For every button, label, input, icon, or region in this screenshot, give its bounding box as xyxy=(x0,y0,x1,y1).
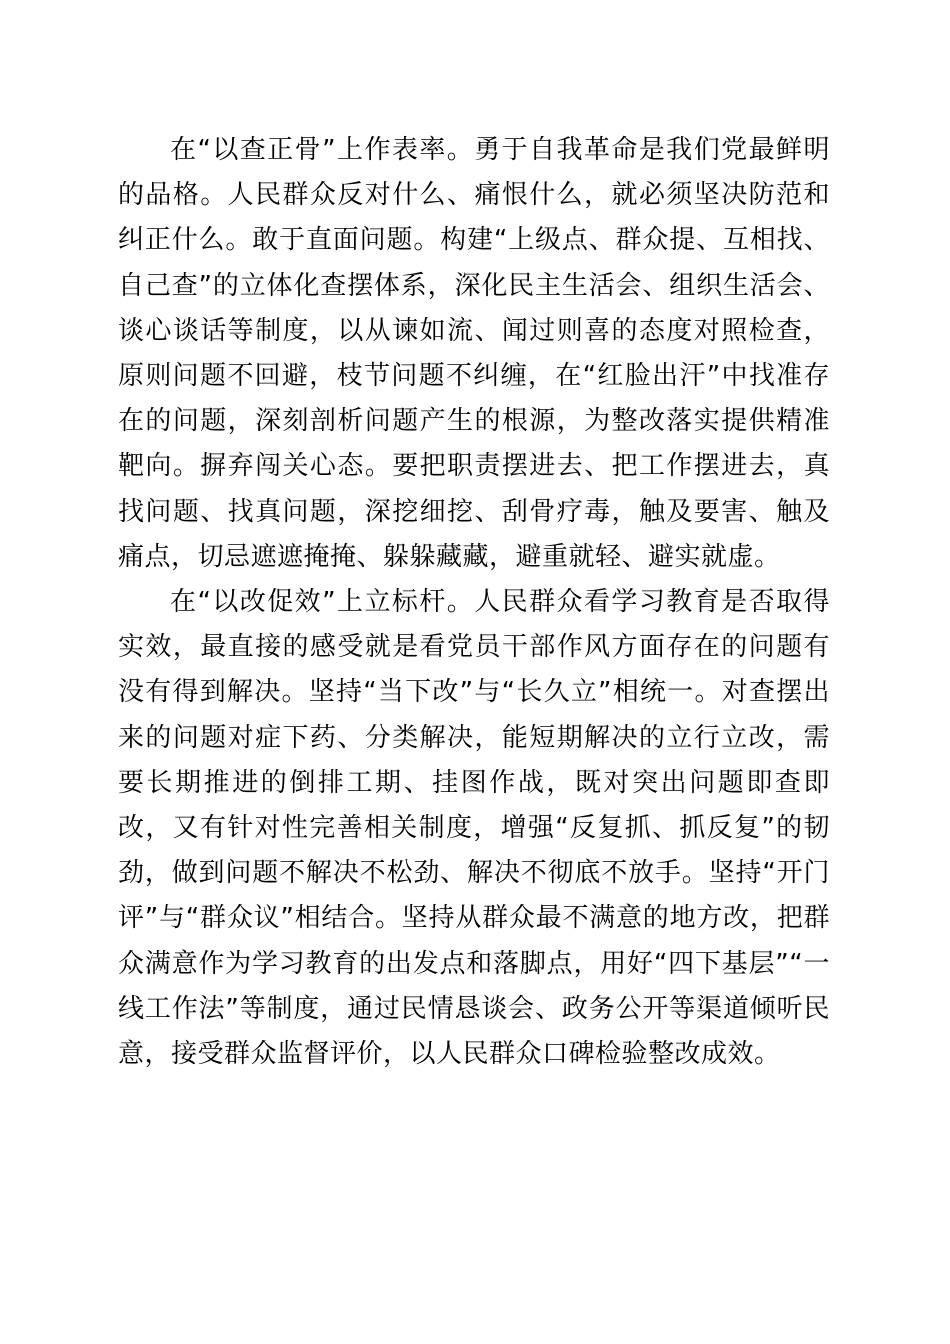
document-body xyxy=(118,128,830,1077)
paragraph-rectify-results: 在“以改促效”上立标杆。人民群众看学习教育是否取得实效，最直接的感受就是看党员干部作风方面存在的问题有没有得到解决。坚持“当下改”与“长久立”相统一。对查摆出来的问题对症下药、分类解决，能短期解决的立行立改，需要长期推进的倒排工期、挂图作战，既对突出问题即查即改，又有针对性完善相关制度，增强“反复抓、抓反复”的韧劲，做到问题不解决不松劲、解决不彻底不放手。坚持“开门评”与“群众议”相结合。坚持从群众最不满意的地方改，把群众满意作为学习教育的出发点和落脚点，用好“四下基层”“一线工作法”等制度，通过民情恳谈会、政务公开等渠道倾听民意，接受群众监督评价，以人民群众口碑检验整改成效。 xyxy=(118,587,830,1070)
paragraph-check-problems: 在“以查正骨”上作表率。勇于自我革命是我们党最鲜明的品格。人民群众反对什么、痛恨什么，就必须坚决防范和纠正什么。敢于直面问题。构建“上级点、群众提、互相找、自己查”的立体化查摆体系，深化民主生活会、组织生活会、谈心谈话等制度，以从谏如流、闻过则喜的态度对照检查，原则问题不回避，枝节问题不纠缠，在“红脸出汗”中找准存在的问题，深刻剖析问题产生的根源，为整改落实提供精准靶向。摒弃闯关心态。要把职责摆进去、把工作摆进去，真找问题、找真问题，深挖细挖、刮骨疗毒，触及要害、触及痛点，切忌遮遮掩掩、躲躲藏藏，避重就轻、避实就虚。 xyxy=(118,135,830,572)
